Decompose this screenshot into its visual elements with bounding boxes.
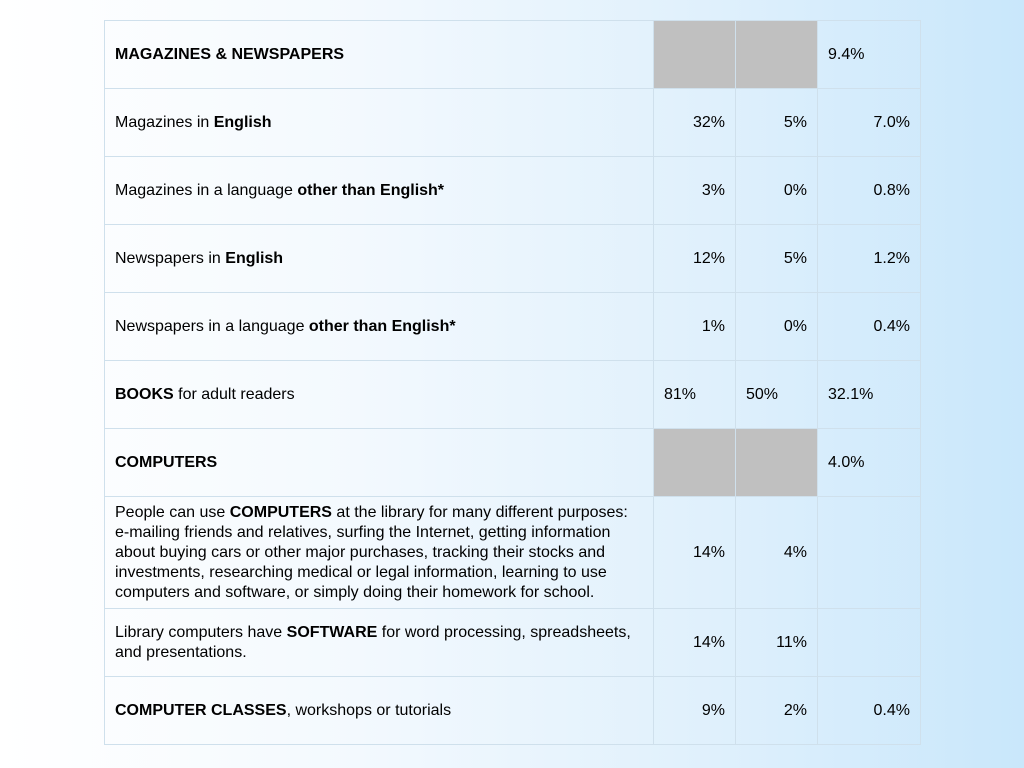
label-part: other than English* bbox=[297, 181, 445, 199]
cell-col-b: 11% bbox=[736, 609, 818, 677]
cell-col-a: 1% bbox=[654, 293, 736, 361]
label-part: SOFTWARE bbox=[286, 623, 378, 641]
table-row-books bbox=[105, 361, 921, 429]
cell-col-a: 3% bbox=[654, 157, 736, 225]
cell-col-a: 32% bbox=[654, 89, 736, 157]
row-label bbox=[105, 89, 654, 157]
row-label bbox=[105, 21, 654, 89]
table-row-magazines-newspapers bbox=[105, 21, 921, 89]
cell-col-b bbox=[736, 429, 818, 497]
table-row-computers bbox=[105, 429, 921, 497]
label-part: Newspapers in bbox=[115, 249, 226, 267]
label-part: for word processing, spreadsheets, and presentations. bbox=[115, 623, 631, 661]
cell-col-b: 50% bbox=[736, 361, 818, 429]
label-part: Newspapers in a language bbox=[115, 317, 309, 335]
cell-col-b: 5% bbox=[736, 89, 818, 157]
label-part: , workshops or tutorials bbox=[286, 701, 452, 719]
cell-col-c: 0.4% bbox=[818, 677, 921, 745]
cell-col-c: 0.8% bbox=[818, 157, 921, 225]
row-label bbox=[105, 497, 654, 609]
row-label bbox=[105, 609, 654, 677]
cell-col-a: 12% bbox=[654, 225, 736, 293]
table-row-magazines-english bbox=[105, 89, 921, 157]
cell-col-c: 0.4% bbox=[818, 293, 921, 361]
cell-col-a: 14% bbox=[654, 497, 736, 609]
row-label bbox=[105, 293, 654, 361]
cell-col-c: 4.0% bbox=[818, 429, 921, 497]
label-part: COMPUTERS bbox=[229, 503, 332, 521]
table-row-software bbox=[105, 609, 921, 677]
library-services-table bbox=[104, 20, 921, 745]
cell-col-a bbox=[654, 21, 736, 89]
cell-col-a: 9% bbox=[654, 677, 736, 745]
cell-col-b: 0% bbox=[736, 157, 818, 225]
label-part: for adult readers bbox=[173, 385, 295, 403]
cell-col-c bbox=[818, 609, 921, 677]
cell-col-c: 7.0% bbox=[818, 89, 921, 157]
row-label bbox=[105, 157, 654, 225]
label-part: COMPUTER CLASSES bbox=[115, 701, 287, 719]
table-row-computers-description bbox=[105, 497, 921, 609]
label-part: English bbox=[213, 113, 272, 131]
cell-col-a bbox=[654, 429, 736, 497]
table-row-magazines-other-language bbox=[105, 157, 921, 225]
table-row-computer-classes bbox=[105, 677, 921, 745]
cell-col-a: 14% bbox=[654, 609, 736, 677]
row-label bbox=[105, 361, 654, 429]
cell-col-c: 9.4% bbox=[818, 21, 921, 89]
label-part: English bbox=[225, 249, 284, 267]
label-part: Magazines in bbox=[115, 113, 214, 131]
table-row-newspapers-english bbox=[105, 225, 921, 293]
label-part: COMPUTERS bbox=[115, 453, 218, 471]
cell-col-c: 1.2% bbox=[818, 225, 921, 293]
cell-col-a: 81% bbox=[654, 361, 736, 429]
row-label bbox=[105, 429, 654, 497]
row-label bbox=[105, 677, 654, 745]
row-label bbox=[105, 225, 654, 293]
cell-col-b: 0% bbox=[736, 293, 818, 361]
label-part: Library computers have bbox=[115, 623, 287, 641]
table-row-newspapers-other-language bbox=[105, 293, 921, 361]
label-part: other than English* bbox=[308, 317, 456, 335]
label-part: People can use bbox=[115, 503, 230, 521]
label-part: MAGAZINES & NEWSPAPERS bbox=[115, 45, 345, 63]
cell-col-b bbox=[736, 21, 818, 89]
cell-col-b: 2% bbox=[736, 677, 818, 745]
label-part: BOOKS bbox=[115, 385, 174, 403]
cell-col-c: 32.1% bbox=[818, 361, 921, 429]
cell-col-b: 5% bbox=[736, 225, 818, 293]
label-part: Magazines in a language bbox=[115, 181, 298, 199]
label-part: at the library for many different purposes: e-mailing friends and relatives, surfing the Internet, getting information about buying cars or other major purchases, tracking their stocks and investments, researching medical or legal information, learning to use computers and software, or simply doing their homework for school. bbox=[115, 503, 628, 601]
cell-col-b: 4% bbox=[736, 497, 818, 609]
cell-col-c bbox=[818, 497, 921, 609]
